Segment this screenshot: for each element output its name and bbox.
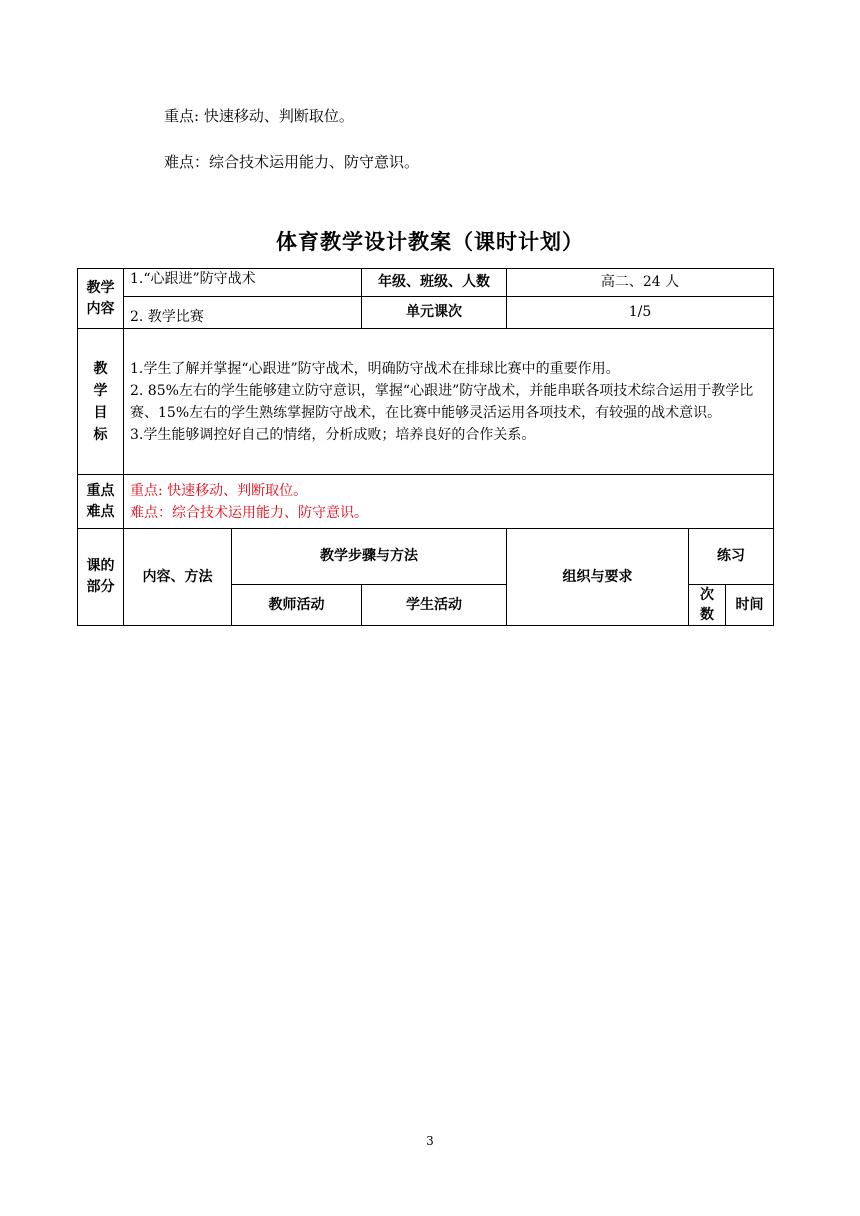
- key-label: 重点难点: [86, 482, 115, 520]
- content-item-1: 1.“心跟进”防守战术: [130, 271, 256, 287]
- objective-item: 3.学生能够调控好自己的情绪，分析成败；培养良好的合作关系。: [130, 426, 536, 443]
- intro-difficult-point: 难点：综合技术运用能力、防守意识。: [164, 153, 420, 171]
- unit-value: 1/5: [507, 297, 774, 329]
- section-label: 课的部分: [86, 558, 115, 595]
- content-item-2: 2. 教学比赛: [130, 309, 204, 325]
- times-header: 次数: [700, 587, 715, 623]
- objective-item: 2. 85%左右的学生能够建立防守意识，掌握“心跟进”防守战术，并能串联各项技术综合运用于教学比赛、15%左右的学生熟练掌握防守战术，在比赛中能够灵活运用各项技术，有较强的战术意识。: [130, 382, 754, 421]
- duration-header: 时间: [726, 585, 774, 626]
- unit-label: 单元课次: [362, 297, 507, 329]
- organization-header: 组织与要求: [507, 529, 689, 626]
- lesson-plan-table: [77, 268, 774, 626]
- objectives-cell: [124, 329, 774, 475]
- difficult-point-text: 难点：综合技术运用能力、防守意识。: [130, 504, 368, 521]
- student-activity-header: 学生活动: [362, 585, 507, 626]
- key-label-cell: [78, 475, 124, 529]
- content-label: 教学内容: [86, 279, 115, 317]
- page-title: 体育教学设计教案（课时计划）: [276, 229, 584, 254]
- objective-label-cell: [78, 329, 124, 475]
- page-number: 3: [426, 1134, 434, 1148]
- content-method-header: 内容、方法: [124, 529, 232, 626]
- key-point-text: 重点: 快速移动、判断取位。: [130, 482, 308, 499]
- teacher-activity-header: 教师活动: [232, 585, 362, 626]
- content-item-2-cell: [124, 297, 362, 329]
- key-difficult-cell: [124, 475, 774, 529]
- times-header-cell: [689, 585, 726, 626]
- objective-label: 教学目标: [93, 360, 108, 443]
- objective-item: 1.学生了解并掌握“心跟进”防守战术，明确防守战术在排球比赛中的重要作用。: [130, 360, 620, 377]
- section-label-cell: [78, 529, 124, 626]
- content-item-1-cell: [124, 269, 362, 297]
- content-label-cell: [78, 269, 124, 329]
- grade-label: 年级、班级、人数: [362, 269, 507, 297]
- steps-header: 教学步骤与方法: [232, 529, 507, 585]
- practice-header: 练习: [689, 529, 774, 585]
- grade-value: 高二、24 人: [507, 269, 774, 297]
- intro-key-point: 重点: 快速移动、判断取位。: [164, 107, 354, 125]
